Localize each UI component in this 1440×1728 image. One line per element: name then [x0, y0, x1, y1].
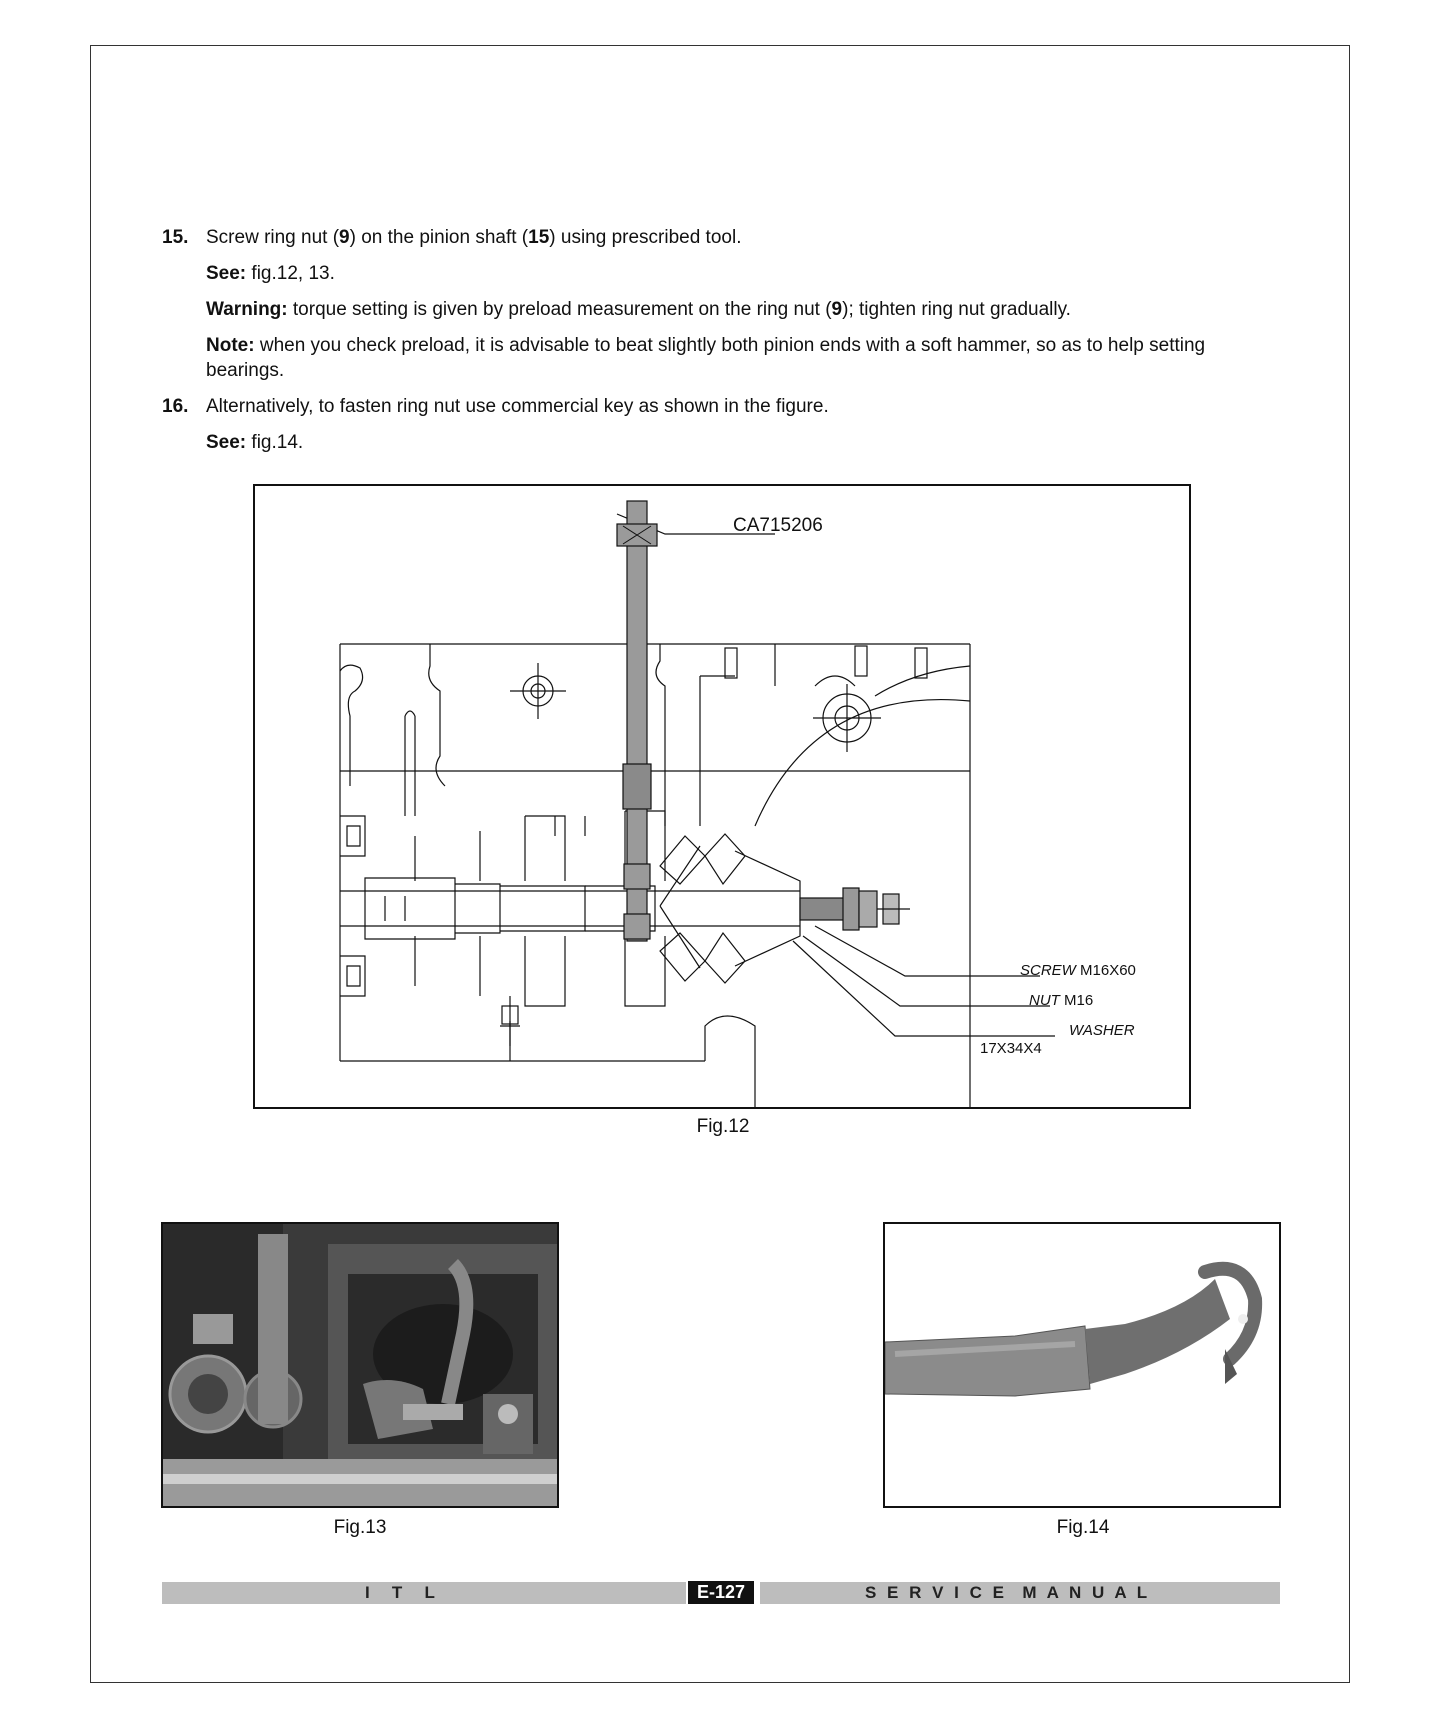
fig13-caption: Fig.13 — [333, 1517, 387, 1538]
fig12-caption: Fig.12 — [696, 1116, 750, 1137]
fig12-svg — [255, 486, 1189, 1107]
step-15-warning: Warning: torque setting is given by preload measurement on the ring nut (9); tighten ring nut gradually. — [206, 299, 1071, 320]
step-number: 15. — [162, 227, 189, 248]
footer-left-text: I T L — [365, 1583, 437, 1602]
tool-code-label: CA715206 — [733, 515, 823, 536]
washer-label: WASHER — [1069, 1022, 1135, 1039]
fig12-drawing — [253, 484, 1191, 1109]
page-number-badge: E-127 — [688, 1581, 754, 1604]
screw-nut-assembly — [800, 888, 910, 930]
footer-right-text: S E R V I C E M A N U A L — [865, 1583, 1151, 1602]
step-16-see: See: fig.14. — [206, 432, 304, 453]
nut-label: NUT M16 — [1029, 992, 1094, 1009]
step-15-see: See: fig.12, 13. — [206, 263, 335, 284]
tool-bar — [617, 501, 657, 941]
fig14-photo — [883, 1222, 1281, 1508]
screw-label: SCREW M16X60 — [1020, 962, 1136, 979]
step-text: Screw ring nut (9) on the pinion shaft (15) using prescribed tool. — [206, 227, 742, 248]
step-15-note: Note: when you check preload, it is advisable to beat slightly both pinion ends with a soft hammer, so as to help setting — [206, 335, 1206, 356]
fig14-svg — [885, 1224, 1279, 1506]
step-number: 16. — [162, 396, 189, 417]
step-text: Alternatively, to fasten ring nut use commercial key as shown in the figure. — [206, 396, 829, 417]
washer-size-label: 17X34X4 — [980, 1040, 1042, 1057]
step-15-note-cont: bearings. — [206, 360, 285, 381]
fig13-svg — [163, 1224, 557, 1506]
fig14-caption: Fig.14 — [1056, 1517, 1110, 1538]
fig13-photo — [161, 1222, 559, 1508]
